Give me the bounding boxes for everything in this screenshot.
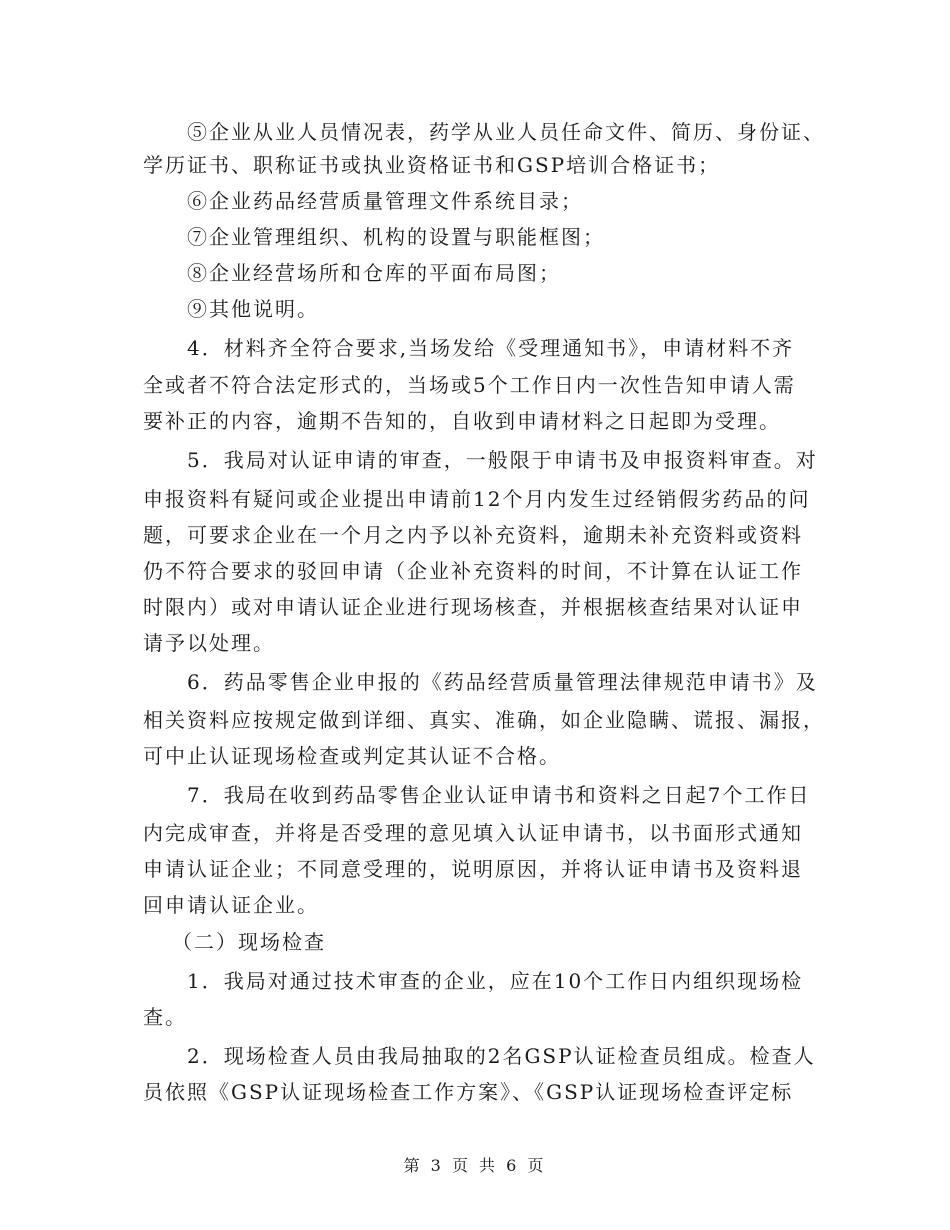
text-line: 查。	[143, 1005, 187, 1029]
text-line: 回申请认证企业。	[143, 893, 319, 917]
text-line: 学历证书、职称证书或执业资格证书和GSP培训合格证书；	[143, 153, 721, 177]
text-line: ⑤企业从业人员情况表，药学从业人员任命文件、简历、身份证、	[187, 120, 825, 144]
text-line: 申请认证企业；不同意受理的，说明原因，并将认证申请书及资料退	[143, 857, 803, 881]
text-line: 全或者不符合法定形式的，当场或5个工作日内一次性告知申请人需	[143, 373, 796, 397]
text-line: 可中止认证现场检查或判定其认证不合格。	[143, 744, 561, 768]
text-line: ⑦企业管理组织、机构的设置与职能框图；	[187, 225, 605, 249]
page-number: 第 3 页 共 6 页	[403, 1156, 547, 1175]
text-line: 仍不符合要求的驳回申请（企业补充资料的时间，不计算在认证工作	[143, 559, 803, 583]
text-line: 1．我局对通过技术审查的企业，应在10个工作日内组织现场检	[187, 969, 804, 993]
text-line: 2．现场检查人员由我局抽取的2名GSP认证检查员组成。检查人	[187, 1044, 816, 1068]
text-line: 相关资料应按规定做到详细、真实、准确，如企业隐瞒、谎报、漏报，	[143, 708, 825, 732]
text-line: 5．我局对认证申请的审查，一般限于申请书及申报资料审查。对	[187, 448, 818, 472]
text-line: 员依照《GSP认证现场检查工作方案》、《GSP认证现场检查评定标	[143, 1080, 794, 1104]
text-line: ⑥企业药品经营质量管理文件系统目录；	[187, 189, 583, 213]
text-line: 申报资料有疑问或企业提出申请前12个月内发生过经销假劣药品的问	[143, 487, 811, 511]
text-line: 6．药品零售企业申报的《药品经营质量管理法律规范申请书》及	[187, 670, 818, 694]
text-line: 请予以处理。	[143, 631, 275, 655]
text-line: 题，可要求企业在一个月之内予以补充资料，逾期未补充资料或资料	[143, 523, 803, 547]
text-line: 4．材料齐全符合要求,当场发给《受理通知书》，申请材料不齐	[187, 336, 795, 360]
text-line: 内完成审查，并将是否受理的意见填入认证申请书，以书面形式通知	[143, 821, 803, 845]
text-line: 要补正的内容，逾期不告知的，自收到申请材料之日起即为受理。	[143, 409, 781, 433]
text-line: 时限内）或对申请认证企业进行现场核查，并根据核查结果对认证申	[143, 595, 803, 619]
text-line: ⑨其他说明。	[187, 297, 319, 321]
text-line: 7．我局在收到药品零售企业认证申请书和资料之日起7个工作日	[187, 783, 811, 807]
text-line: ⑧企业经营场所和仓库的平面布局图；	[187, 261, 561, 285]
section-heading: （二）现场检查	[172, 930, 326, 954]
